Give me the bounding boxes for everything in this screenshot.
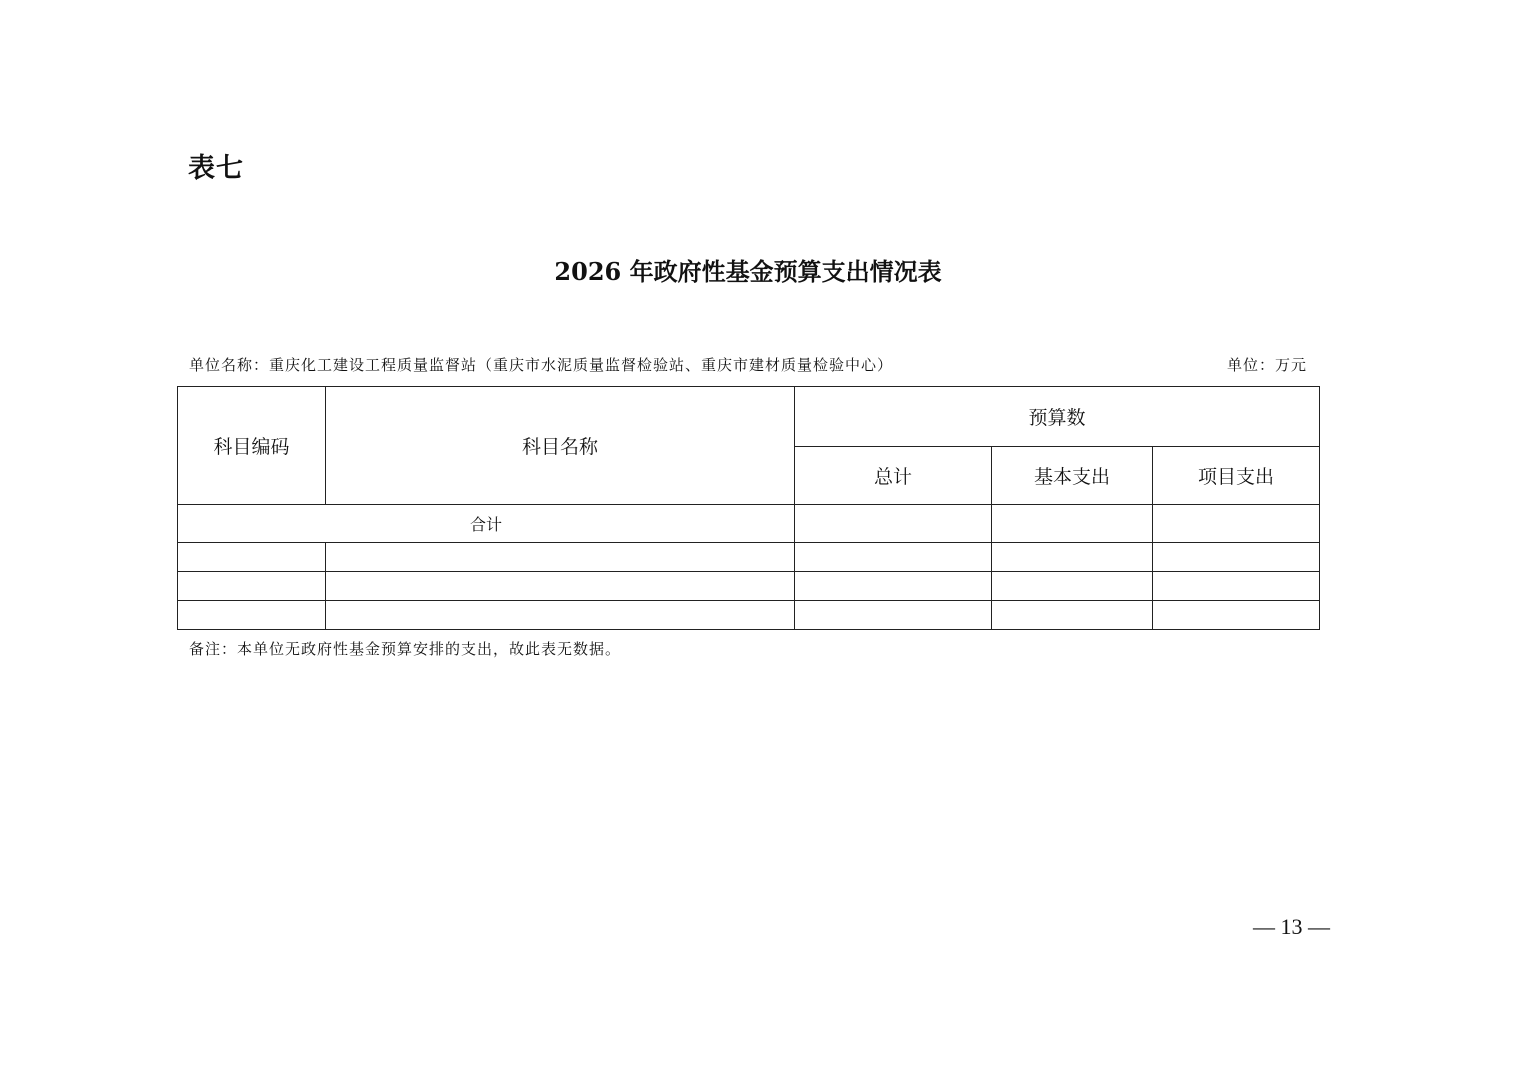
- total-row-project: [1153, 505, 1320, 543]
- table-cell: [992, 543, 1153, 572]
- table-cell: [795, 572, 992, 601]
- table-row: [178, 572, 1320, 601]
- header-row-1: [178, 387, 1320, 447]
- table-cell: [178, 601, 326, 630]
- header-basic: 基本支出: [992, 447, 1153, 505]
- table-row: [178, 601, 1320, 630]
- table-cell: [1153, 543, 1320, 572]
- table-cell: [178, 543, 326, 572]
- table-cell: [326, 601, 795, 630]
- document-title: 2026 年政府性基金预算支出情况表: [554, 257, 942, 286]
- table-cell: [1153, 572, 1320, 601]
- table-row: [178, 543, 1320, 572]
- footnote: 备注：本单位无政府性基金预算安排的支出，故此表无数据。: [189, 640, 622, 658]
- total-row-basic: [992, 505, 1153, 543]
- table-cell: [1153, 601, 1320, 630]
- table-cell: [795, 543, 992, 572]
- page-number: — 13 —: [1253, 914, 1330, 939]
- total-row-label: 合计: [178, 505, 795, 543]
- total-row-total: [795, 505, 992, 543]
- header-name: 科目名称: [326, 387, 795, 505]
- budget-table: [177, 386, 1320, 630]
- table-label: 表七: [188, 153, 244, 184]
- table-cell: [178, 572, 326, 601]
- header-project: 项目支出: [1153, 447, 1320, 505]
- table-cell: [326, 572, 795, 601]
- unit-label: 单位：万元: [1226, 356, 1307, 374]
- table-cell: [795, 601, 992, 630]
- header-budget: 预算数: [795, 387, 1320, 447]
- unit-name: 单位名称：重庆化工建设工程质量监督站（重庆市水泥质量监督检验站、重庆市建材质量检验中心）: [189, 356, 894, 374]
- total-row: [178, 505, 1320, 543]
- header-total: 总计: [795, 447, 992, 505]
- table-cell: [992, 572, 1153, 601]
- table-cell: [326, 543, 795, 572]
- header-code: 科目编码: [178, 387, 326, 505]
- table-cell: [992, 601, 1153, 630]
